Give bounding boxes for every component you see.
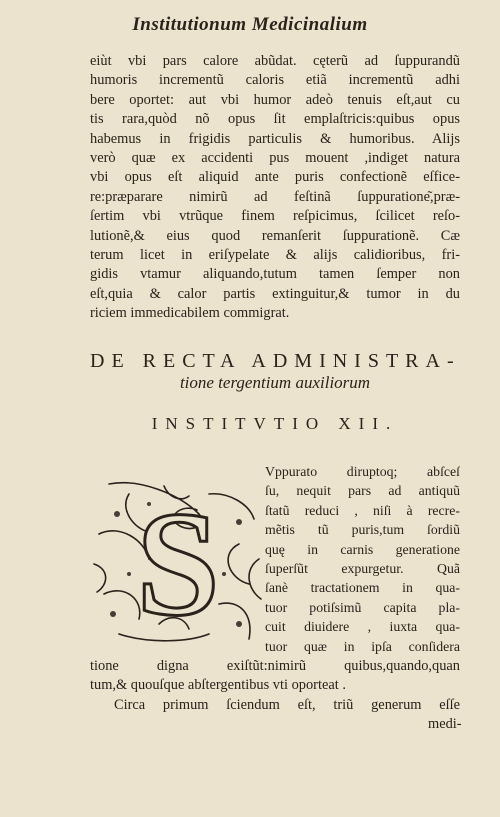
text-line: eſt,quia & calor partis extinguitur,& tumor in du	[90, 285, 460, 302]
text-line: tione digna exiſtũt:nimirũ quibus,quando,quan	[90, 658, 460, 674]
text-line: cuit diuidere , iuxta qua-	[265, 619, 460, 635]
drop-cap-letter: S	[136, 481, 220, 647]
decorated-initial	[89, 474, 267, 652]
chapter-title-line-1: DE RECTA ADMINISTRA-	[90, 350, 461, 372]
running-header: Institutionum Medicinalium	[132, 14, 368, 35]
chapter-heading: INSTITVTIO XII.	[151, 414, 399, 433]
text-line: tum,& quouſque abſtergentibus vti oporteat .	[90, 677, 346, 694]
text-line: riciem immedicabilem commigrat.	[90, 305, 290, 322]
text-line: verò quæ ex accidenti pus mouent ,indiget natura	[90, 149, 460, 166]
text-line: eiùt vbi pars calore abũdat. cęterũ ad ſuppurandũ	[90, 53, 460, 69]
text-line: ſuperſũt expurgetur. Quã	[265, 560, 460, 576]
text-line: vbi opus eſt aliquid ante puris confectionẽ eſfice-	[90, 169, 460, 186]
body-paragraph-bottom	[90, 657, 460, 715]
chapter-title-line-2: tione tergentium auxiliorum	[179, 373, 371, 392]
text-line: lutionẽ,& eius quod remanſerit ſuppurationẽ. Cæ	[90, 227, 460, 244]
text-line: ſertim vbi vtrũque finem reſpicimus, ſcilicet reſo-	[90, 208, 460, 225]
text-line: terum licet in eriſypelate & alijs calidioribus, fri-	[90, 246, 460, 263]
text-line: Vppurato diruptoq; abſceſ	[265, 464, 460, 479]
text-line: bere oportet: aut vbi humor adeò tenuis eſt,aut cu	[90, 91, 460, 108]
floral-initial-ornament-icon	[89, 474, 267, 652]
text-line: ſtatũ reduci , niſi à recre-	[265, 502, 460, 518]
text-line: ſu, nequit pars ad antiquũ	[265, 483, 460, 499]
text-line: tis rara,quòd nõ opus ſit emplaſtricis:quibus opus	[90, 111, 460, 128]
text-line: quę in carnis generatione	[265, 541, 460, 557]
catchword: medi-	[428, 716, 462, 732]
text-line: tuor quæ in ipſa conſidera	[265, 638, 460, 654]
text-line: mẽtis tũ puris,tum ſordiũ	[265, 522, 460, 538]
text-line: habemus in frigidis particulis & humoribus. Alijs	[90, 130, 460, 147]
text-line: tuor potiſsimũ capita pla-	[265, 599, 460, 615]
text-line: ſanè tractationem in qua-	[265, 580, 460, 596]
body-paragraph-top	[90, 52, 460, 323]
text-line: Circa primum ſciendum eſt, triũ generum eſſe	[114, 696, 460, 713]
body-paragraph-beside-initial	[265, 462, 460, 656]
text-line: gidis vtamur aliquando,tutum tamen ſemper non	[90, 266, 460, 283]
text-line: humoris incrementũ caloris etiã incrementũ adhi	[90, 72, 460, 89]
text-line: re:præparare nimirũ ad feſtinã ſuppuratione͂,præ-	[90, 188, 460, 205]
